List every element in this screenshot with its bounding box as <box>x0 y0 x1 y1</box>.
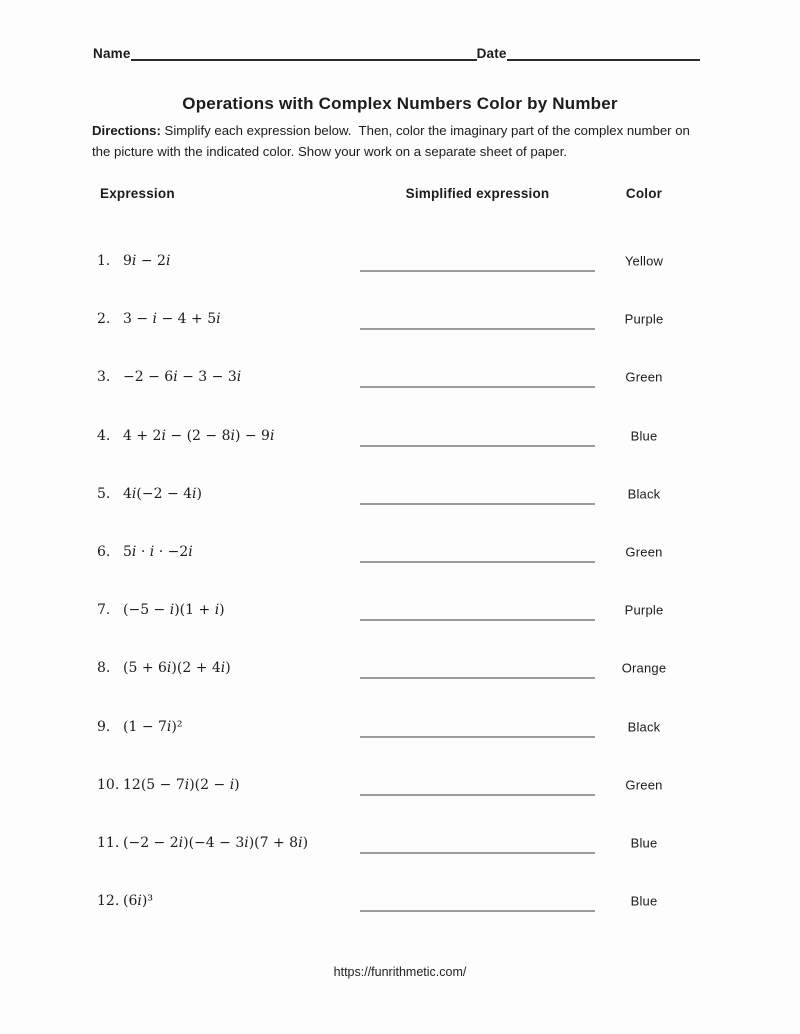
answer-blank-line[interactable] <box>360 561 595 563</box>
name-fill-line[interactable] <box>131 44 477 61</box>
answer-blank-line[interactable] <box>360 386 595 388</box>
expression-text: (5 + 6i)(2 + 4i) <box>123 660 231 677</box>
table-row <box>0 407 800 465</box>
expression-text: (6i)³ <box>123 893 153 910</box>
table-row <box>0 756 800 814</box>
answer-blank-line[interactable] <box>360 270 595 272</box>
table-row <box>0 581 800 639</box>
answer-blank-line[interactable] <box>360 328 595 330</box>
expression-text: (1 − 7i)² <box>123 718 183 735</box>
date-fill-line[interactable] <box>507 44 700 61</box>
color-label: Black <box>627 719 661 735</box>
table-row <box>0 232 800 290</box>
color-label: Purple <box>624 311 664 327</box>
name-label: Name <box>93 46 131 61</box>
color-label: Green <box>625 369 663 385</box>
row-number: 5. <box>97 485 111 502</box>
color-label: Purple <box>624 602 664 618</box>
expression-text: −2 − 6i − 3 − 3i <box>123 369 242 386</box>
color-label: Blue <box>630 428 658 444</box>
row-number: 7. <box>97 602 111 619</box>
row-number: 3. <box>97 369 111 386</box>
table-row <box>0 872 800 930</box>
answer-blank-line[interactable] <box>360 910 595 912</box>
row-number: 8. <box>97 660 111 677</box>
table-row <box>0 523 800 581</box>
row-number: 1. <box>97 253 111 270</box>
color-label: Green <box>625 544 663 560</box>
column-header-simplified: Simplified expression <box>405 186 550 201</box>
row-number: 10. <box>97 776 120 793</box>
name-date-header <box>93 44 700 61</box>
color-label: Blue <box>630 835 658 851</box>
answer-blank-line[interactable] <box>360 852 595 854</box>
expression-text: 12(5 − 7i)(2 − i) <box>123 776 240 793</box>
answer-blank-line[interactable] <box>360 794 595 796</box>
table-row <box>0 639 800 697</box>
footer-url-link[interactable]: https://funrithmetic.com/ <box>333 965 467 979</box>
column-header-color: Color <box>625 186 663 201</box>
table-row <box>0 698 800 756</box>
answer-blank-line[interactable] <box>360 677 595 679</box>
row-number: 6. <box>97 544 111 561</box>
answer-blank-line[interactable] <box>360 619 595 621</box>
directions-text: Simplify each expression below. Then, color the imaginary part of the complex number on the picture with the indicated color. Show your work on a separate sheet of paper. <box>92 123 694 160</box>
color-label: Black <box>627 486 661 502</box>
expression-text: 3 − i − 4 + 5i <box>123 311 221 328</box>
answer-blank-line[interactable] <box>360 503 595 505</box>
color-label: Blue <box>630 893 658 909</box>
expression-text: (−5 − i)(1 + i) <box>123 602 225 619</box>
table-row <box>0 465 800 523</box>
table-row <box>0 814 800 872</box>
row-number: 2. <box>97 311 111 328</box>
row-number: 12. <box>97 893 120 910</box>
expression-table <box>0 232 800 930</box>
row-number: 4. <box>97 427 111 444</box>
row-number: 9. <box>97 718 111 735</box>
answer-blank-line[interactable] <box>360 445 595 447</box>
expression-text: (−2 − 2i)(−4 − 3i)(7 + 8i) <box>123 834 309 851</box>
expression-text: 4i(−2 − 4i) <box>123 485 202 502</box>
column-header-expression: Expression <box>100 186 175 201</box>
color-label: Orange <box>621 660 667 676</box>
answer-blank-line[interactable] <box>360 736 595 738</box>
date-label: Date <box>476 46 507 61</box>
directions <box>92 120 698 163</box>
row-number: 11. <box>97 834 120 851</box>
expression-text: 4 + 2i − (2 − 8i) − 9i <box>123 427 275 444</box>
table-row <box>0 290 800 348</box>
table-row <box>0 348 800 406</box>
expression-text: 5i · i · −2i <box>123 544 193 561</box>
page-title: Operations with Complex Numbers Color by Number <box>182 94 618 113</box>
expression-text: 9i − 2i <box>123 253 171 270</box>
color-label: Green <box>625 777 663 793</box>
color-label: Yellow <box>624 253 664 269</box>
directions-label: Directions: <box>92 123 161 138</box>
